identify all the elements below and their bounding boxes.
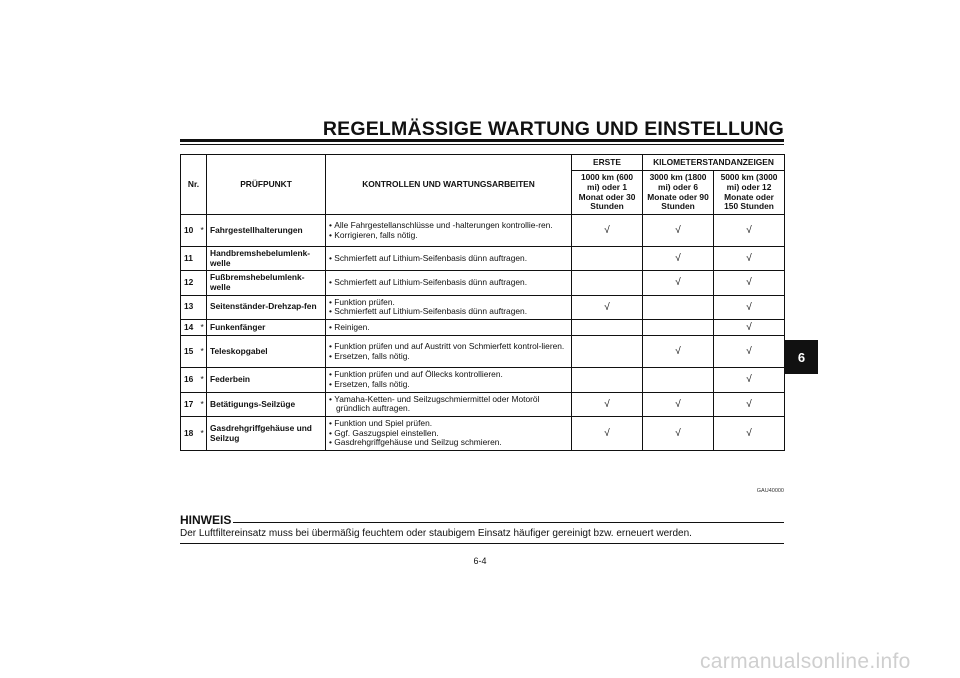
- row-tasks: [326, 368, 572, 392]
- task-bullet: • Yamaha-Ketten- und Seilzugschmiermittel oder Motoröl gründlich auftragen.: [329, 395, 568, 414]
- check-mark-interval-1: [572, 368, 643, 392]
- check-mark-interval-3: √: [714, 295, 785, 319]
- task-bullet: • Ersetzen, falls nötig.: [329, 380, 568, 390]
- table-row: [181, 368, 785, 392]
- row-tasks: [326, 392, 572, 416]
- check-mark-interval-2: [643, 319, 714, 336]
- check-mark-interval-1: √: [572, 392, 643, 416]
- page-number: 6-4: [473, 556, 487, 566]
- row-number: 14: [181, 319, 198, 336]
- table-row: [181, 247, 785, 271]
- check-mark-interval-2: √: [643, 271, 714, 295]
- row-item: Funkenfänger: [207, 319, 326, 336]
- row-item: Fahrgestellhalterungen: [207, 215, 326, 247]
- row-number: 17: [181, 392, 198, 416]
- check-mark-interval-3: √: [714, 368, 785, 392]
- row-tasks: [326, 247, 572, 271]
- row-marker: *: [198, 336, 207, 368]
- row-marker: *: [198, 392, 207, 416]
- header-pruefpunkt: PRÜFPUNKT: [207, 155, 326, 215]
- page-title: REGELMÄSSIGE WARTUNG UND EINSTELLUNG: [322, 118, 784, 140]
- row-number: 10: [181, 215, 198, 247]
- row-tasks: [326, 215, 572, 247]
- row-item: Fußbremshebelumlenk-welle: [207, 271, 326, 295]
- task-bullet: • Ersetzen, falls nötig.: [329, 352, 568, 362]
- document-code: GAU40000: [756, 488, 784, 494]
- check-mark-interval-3: √: [714, 271, 785, 295]
- row-marker: [198, 247, 207, 271]
- task-bullet: • Ggf. Gaszugspiel einstellen.: [329, 429, 568, 439]
- title-rule-thin: [180, 144, 784, 145]
- check-mark-interval-2: [643, 368, 714, 392]
- row-marker: *: [198, 319, 207, 336]
- task-bullet: • Schmierfett auf Lithium-Seifenbasis dünn auftragen.: [329, 278, 568, 288]
- check-mark-interval-1: √: [572, 417, 643, 451]
- table-row: [181, 336, 785, 368]
- check-mark-interval-2: √: [643, 392, 714, 416]
- hinweis-rule: [233, 522, 784, 523]
- table-row: [181, 215, 785, 247]
- check-mark-interval-2: √: [643, 336, 714, 368]
- task-bullet: • Schmierfett auf Lithium-Seifenbasis dünn auftragen.: [329, 307, 568, 317]
- task-bullet: • Alle Fahrgestellanschlüsse und -halterungen kontrollie-ren.: [329, 221, 568, 231]
- check-mark-interval-2: √: [643, 215, 714, 247]
- row-tasks: [326, 319, 572, 336]
- check-mark-interval-1: [572, 271, 643, 295]
- check-mark-interval-3: √: [714, 336, 785, 368]
- row-marker: *: [198, 417, 207, 451]
- row-item: Betätigungs-Seilzüge: [207, 392, 326, 416]
- task-bullet: • Funktion prüfen und auf Austritt von Schmierfett kontrol-lieren.: [329, 342, 568, 352]
- row-marker: [198, 271, 207, 295]
- task-bullet: • Reinigen.: [329, 323, 568, 333]
- title-rule: [180, 139, 784, 142]
- hinweis-text: Der Luftfiltereinsatz muss bei übermäßig feuchtem oder staubigem Einsatz häufiger gereinigt bzw. erneuert werden.: [180, 528, 692, 539]
- row-tasks: [326, 336, 572, 368]
- hinweis-label: HINWEIS: [180, 513, 232, 527]
- row-tasks: [326, 295, 572, 319]
- row-tasks: [326, 417, 572, 451]
- header-interval-2: 3000 km (1800 mi) oder 6 Monate oder 90 Stunden: [643, 171, 714, 215]
- header-erste: ERSTE: [572, 155, 643, 171]
- row-number: 18: [181, 417, 198, 451]
- row-tasks: [326, 271, 572, 295]
- task-bullet: • Funktion prüfen.: [329, 298, 568, 308]
- check-mark-interval-1: √: [572, 215, 643, 247]
- row-number: 15: [181, 336, 198, 368]
- task-bullet: • Funktion und Spiel prüfen.: [329, 419, 568, 429]
- row-number: 13: [181, 295, 198, 319]
- header-interval-3: 5000 km (3000 mi) oder 12 Monate oder 150 Stunden: [714, 171, 785, 215]
- check-mark-interval-2: [643, 295, 714, 319]
- check-mark-interval-2: √: [643, 247, 714, 271]
- task-bullet: • Gasdrehgriffgehäuse und Seilzug schmieren.: [329, 438, 568, 448]
- task-bullet: • Funktion prüfen und auf Öllecks kontrollieren.: [329, 370, 568, 380]
- check-mark-interval-1: √: [572, 295, 643, 319]
- hinweis-rule-bottom: [180, 543, 784, 544]
- row-item: Gasdrehgriffgehäuse und Seilzug: [207, 417, 326, 451]
- check-mark-interval-3: √: [714, 215, 785, 247]
- check-mark-interval-3: √: [714, 247, 785, 271]
- row-item: Handbremshebelumlenk-welle: [207, 247, 326, 271]
- row-number: 16: [181, 368, 198, 392]
- table-row: [181, 295, 785, 319]
- table-row: [181, 392, 785, 416]
- row-number: 11: [181, 247, 198, 271]
- task-bullet: • Schmierfett auf Lithium-Seifenbasis dünn auftragen.: [329, 254, 568, 264]
- check-mark-interval-2: √: [643, 417, 714, 451]
- check-mark-interval-1: [572, 336, 643, 368]
- row-marker: *: [198, 215, 207, 247]
- header-interval-1: 1000 km (600 mi) oder 1 Monat oder 30 Stunden: [572, 171, 643, 215]
- check-mark-interval-1: [572, 247, 643, 271]
- header-kontrollen: KONTROLLEN UND WARTUNGSARBEITEN: [326, 155, 572, 215]
- table-row: [181, 417, 785, 451]
- check-mark-interval-3: √: [714, 319, 785, 336]
- row-marker: *: [198, 368, 207, 392]
- maintenance-table: [180, 154, 785, 451]
- check-mark-interval-3: √: [714, 417, 785, 451]
- table-row: [181, 319, 785, 336]
- row-number: 12: [181, 271, 198, 295]
- task-bullet: • Korrigieren, falls nötig.: [329, 231, 568, 241]
- check-mark-interval-1: [572, 319, 643, 336]
- watermark: carmanualsonline.info: [700, 650, 911, 673]
- chapter-tab[interactable]: 6: [785, 340, 818, 374]
- row-marker: [198, 295, 207, 319]
- row-item: Seitenständer-Drehzap-fen: [207, 295, 326, 319]
- check-mark-interval-3: √: [714, 392, 785, 416]
- table-row: [181, 271, 785, 295]
- header-km-anzeige: KILOMETERSTANDANZEIGEN: [643, 155, 785, 171]
- row-item: Teleskopgabel: [207, 336, 326, 368]
- row-item: Federbein: [207, 368, 326, 392]
- header-nr: Nr.: [181, 155, 207, 215]
